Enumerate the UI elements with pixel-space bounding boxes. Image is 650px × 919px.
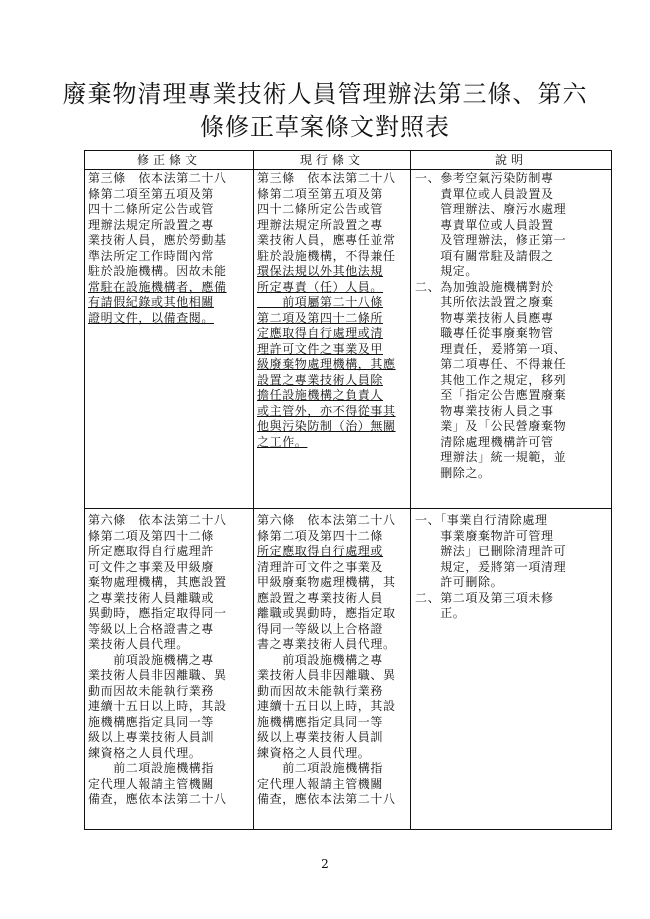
- title-line-1: 廢棄物清理專業技術人員管理辦法第三條、第六: [62, 80, 588, 108]
- text-line: 業技術人員代理。: [88, 637, 189, 651]
- text-line: 所定專責（任）人員。: [257, 279, 384, 294]
- text-line: 正。: [415, 606, 466, 620]
- text-line: 應設置之專業技術人員: [257, 590, 384, 605]
- text-line: 常駐在設施機構者，應備: [88, 279, 227, 294]
- text-line: 及管理辦法，修正第一: [415, 233, 567, 247]
- text-line: 前項設施機構之專: [88, 652, 215, 667]
- text-line: 物專業技術人員之事: [415, 403, 554, 418]
- text-line: 級以上專業技術人員訓: [257, 730, 384, 744]
- text-line: 棄物處理機構，其應設置: [88, 575, 227, 589]
- column-divider: [253, 151, 254, 829]
- text-line: 書之專業技術人員代理。: [257, 637, 396, 651]
- text-line: 異動時，應指定取得同一: [88, 606, 227, 620]
- header-divider: [85, 169, 611, 170]
- text-line: 擔任設施機構之負責人: [257, 388, 384, 402]
- text-line: 備查，應依本法第二十八: [257, 792, 396, 806]
- title-line-2: 條修正草案條文對照表: [200, 113, 450, 141]
- row1-current-text: [257, 171, 409, 450]
- text-line: 規定。: [415, 264, 479, 278]
- column-divider: [410, 151, 411, 829]
- text-line: 所定應取得自行處理許: [88, 544, 215, 558]
- text-line: 條第二項及第四十二條: [257, 528, 384, 543]
- text-line: 清理許可文件之事業及: [257, 559, 384, 574]
- text-line: 刪除之。: [415, 465, 491, 480]
- text-line: 業技術人員，應專任並常: [257, 233, 396, 247]
- text-line: 施機構應指定具同一等: [257, 714, 384, 729]
- text-line: 動而因故未能執行業務: [257, 683, 384, 698]
- text-line: 定代理人報請主管機關: [257, 776, 384, 791]
- page-number: 2: [321, 857, 329, 871]
- text-line: 規定，爰將第一項清理: [415, 559, 567, 574]
- header-current: 現行條文: [299, 153, 364, 167]
- text-line: 理許可文件之事業及甲: [257, 341, 384, 356]
- text-line: 離職或異動時，應指定取: [257, 606, 396, 620]
- text-line: 條第二項至第五項及第: [88, 186, 215, 201]
- text-line: 前二項設施機構指: [257, 761, 384, 775]
- row1-amended-text: [88, 171, 251, 326]
- text-line: 一、參考空氣污染防制專: [415, 171, 554, 185]
- text-line: 練資格之人員代理。: [257, 745, 371, 760]
- text-line: 辦法」已刪除清理許可: [415, 544, 567, 558]
- row-divider: [85, 508, 611, 509]
- text-line: 連續十五日以上時，其設: [88, 699, 227, 713]
- text-line: 管理辦法、廢污水處理: [415, 202, 567, 216]
- text-line: 職專任從事廢棄物管: [415, 326, 554, 340]
- text-line: 之專業技術人員離職或: [88, 590, 215, 605]
- text-line: 等級以上合格證書之專: [88, 621, 215, 636]
- text-line: 前項屬第二十八條: [257, 295, 384, 309]
- text-line: 設置之專業技術人員除: [257, 372, 384, 387]
- text-line: 理責任，爰將第一項、: [415, 341, 567, 356]
- text-line: 條第二項至第五項及第: [257, 186, 384, 201]
- text-line: 第六條 依本法第二十八: [88, 513, 227, 527]
- row2-explanation-text: [415, 513, 610, 622]
- text-line: 有請假紀錄或其他相關: [88, 295, 215, 309]
- text-line: 四十二條所定公告或管: [88, 202, 215, 216]
- text-line: 證明文件，以備查閱。: [88, 310, 215, 325]
- text-line: 第三條 依本法第二十八: [257, 171, 396, 185]
- text-line: 環保法規以外其他法規: [257, 264, 384, 278]
- text-line: 級廢棄物處理機構，其應: [257, 357, 396, 371]
- text-line: 事業廢棄物許可管理: [415, 528, 554, 543]
- text-line: 定應取得自行處理或清: [257, 326, 384, 340]
- text-line: 第二項專任、不得兼任: [415, 357, 567, 371]
- text-line: 條第二項及第四十二條: [88, 528, 215, 543]
- text-line: 第六條 依本法第二十八: [257, 513, 396, 527]
- text-line: 前二項設施機構指: [88, 761, 215, 775]
- text-line: 第二項及第四十二條所: [257, 310, 384, 325]
- comparison-table: [84, 150, 612, 830]
- text-line: 理辦法規定所設置之專: [257, 217, 384, 232]
- text-line: 二、第二項及第三項未修: [415, 590, 554, 605]
- text-line: 備查，應依本法第二十八: [88, 792, 227, 806]
- text-line: 四十二條所定公告或管: [257, 202, 384, 216]
- text-line: 動而因故未能執行業務: [88, 683, 215, 698]
- text-line: 之工作。: [257, 434, 308, 449]
- text-line: 業技術人員非因離職、異: [88, 668, 227, 682]
- row1-explanation-text: [415, 171, 610, 481]
- text-line: 業」及「公民營廢棄物: [415, 419, 567, 433]
- text-line: 駐於設施機構，不得兼任: [257, 248, 396, 263]
- text-line: 第三條 依本法第二十八: [88, 171, 227, 185]
- text-line: 理辦法」統一規範，並: [415, 450, 567, 464]
- text-line: 清除處理機構許可管: [415, 434, 554, 449]
- text-line: 項有關常駐及請假之: [415, 248, 554, 263]
- text-line: 定代理人報請主管機關: [88, 776, 215, 791]
- text-line: 理辦法規定所設置之專: [88, 217, 215, 232]
- header-explanation: 說明: [494, 153, 527, 167]
- header-amended: 修正條文: [136, 153, 201, 167]
- text-line: 施機構應指定具同一等: [88, 714, 215, 729]
- text-line: 許可刪除。: [415, 575, 504, 589]
- text-line: 物專業技術人員應專: [415, 310, 554, 325]
- text-line: 專責單位或人員設置: [415, 217, 554, 232]
- text-line: 或主管外，亦不得從事其: [257, 403, 396, 418]
- text-line: 連續十五日以上時，其設: [257, 699, 396, 713]
- text-line: 責單位或人員設置及: [415, 186, 554, 201]
- text-line: 駐於設施機構。因故未能: [88, 264, 227, 278]
- text-line: 前項設施機構之專: [257, 652, 384, 667]
- text-line: 一、「事業自行清除處理: [415, 513, 548, 527]
- text-line: 業技術人員，應於勞動基: [88, 233, 227, 247]
- text-line: 至「指定公告應置廢棄: [415, 388, 567, 402]
- text-line: 其所依法設置之廢棄: [415, 295, 554, 309]
- text-line: 業技術人員非因離職、異: [257, 668, 396, 682]
- text-line: 可文件之事業及甲級廢: [88, 559, 215, 574]
- text-line: 甲級廢棄物處理機構，其: [257, 575, 396, 589]
- row2-current-text: [257, 513, 409, 808]
- text-line: 得同一等級以上合格證: [257, 621, 384, 636]
- row2-amended-text: [88, 513, 251, 808]
- document-title: [0, 78, 650, 144]
- text-line: 他與污染防制（治）無關: [257, 419, 396, 433]
- text-line: 所定應取得自行處理或: [257, 544, 384, 558]
- text-line: 練資格之人員代理。: [88, 745, 202, 760]
- text-line: 二、為加強設施機構對於: [415, 279, 554, 294]
- text-line: 級以上專業技術人員訓: [88, 730, 215, 744]
- text-line: 準法所定工作時間內常: [88, 248, 215, 263]
- text-line: 其他工作之規定，移列: [415, 372, 567, 387]
